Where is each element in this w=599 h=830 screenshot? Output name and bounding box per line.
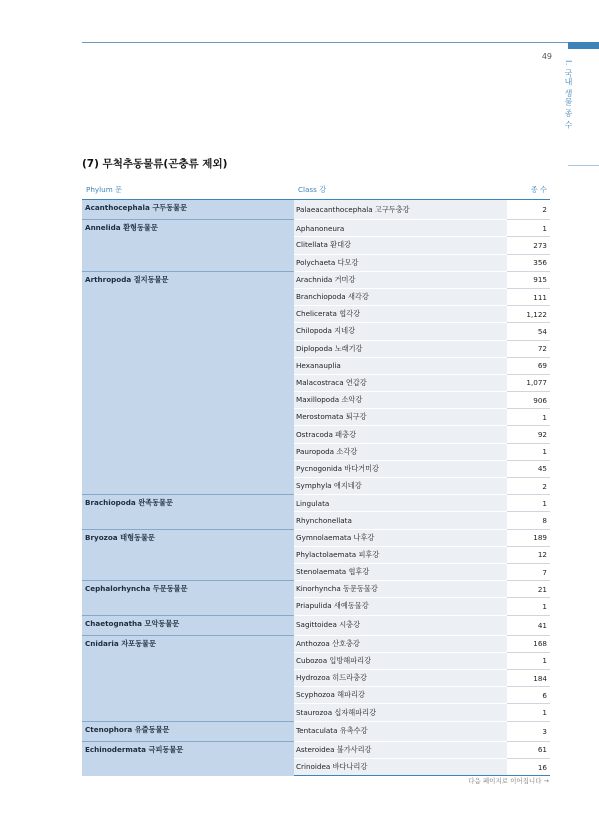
class-cell: Malacostraca 연갑강: [294, 374, 507, 391]
class-cell: Anthozoa 산호충강: [294, 635, 507, 652]
table-header-row: [82, 180, 550, 200]
species-count-cell: 21: [507, 581, 550, 598]
class-cell: Pycnogonida 바다거미강: [294, 460, 507, 477]
species-count-cell: 1: [507, 220, 550, 237]
class-column-header: Class 강: [294, 180, 507, 200]
class-cell: Chilopoda 지네강: [294, 323, 507, 340]
class-cell: Ostracoda 패충강: [294, 426, 507, 443]
species-count-table: [82, 180, 550, 776]
table-body: [82, 200, 550, 776]
species-count-cell: 45: [507, 460, 550, 477]
section-title: (7) 무척추동물류(곤충류 제외): [82, 158, 228, 170]
species-count-cell: 915: [507, 271, 550, 288]
species-count-cell: 184: [507, 670, 550, 687]
class-cell: Tentaculata 유촉수강: [294, 721, 507, 741]
class-cell: Aphanoneura: [294, 220, 507, 237]
class-cell: Diplopoda 노래기강: [294, 340, 507, 357]
phylum-cell: Acanthocephala 구두동물문: [82, 200, 294, 220]
species-count-cell: 111: [507, 288, 550, 305]
species-count-cell: 61: [507, 741, 550, 758]
species-count-cell: 1: [507, 704, 550, 721]
class-cell: Stenolaemata 협후강: [294, 563, 507, 580]
chapter-tab-marker: [568, 42, 599, 49]
species-count-cell: 72: [507, 340, 550, 357]
species-count-cell: 69: [507, 357, 550, 374]
class-cell: Merostomata 퇴구강: [294, 409, 507, 426]
table-row: [82, 581, 550, 598]
class-cell: Maxillopoda 소악강: [294, 392, 507, 409]
count-column-header: 종 수: [507, 180, 550, 200]
phylum-cell: Chaetognatha 모악동물문: [82, 615, 294, 635]
species-count-cell: 906: [507, 392, 550, 409]
table-row: [82, 529, 550, 546]
species-count-cell: 1: [507, 495, 550, 512]
class-cell: Scyphozoa 해파리강: [294, 687, 507, 704]
phylum-cell: Ctenophora 유즐동물문: [82, 721, 294, 741]
species-count-cell: 1: [507, 652, 550, 669]
species-count-cell: 189: [507, 529, 550, 546]
class-cell: Sagittoidea 시충강: [294, 615, 507, 635]
continue-note: 다음 페이지로 이어집니다 →: [468, 777, 549, 785]
class-cell: Cubozoa 입방해파리강: [294, 652, 507, 669]
phylum-cell: Echinodermata 극피동물문: [82, 741, 294, 775]
top-rule: [82, 42, 568, 43]
species-count-cell: 8: [507, 512, 550, 529]
class-cell: Symphyla 애지네강: [294, 478, 507, 495]
class-cell: Clitellata 환대강: [294, 237, 507, 254]
phylum-cell: Bryozoa 태형동물문: [82, 529, 294, 581]
table-row: [82, 495, 550, 512]
species-count-cell: 273: [507, 237, 550, 254]
species-count-cell: 6: [507, 687, 550, 704]
species-count-cell: 7: [507, 563, 550, 580]
table-row: [82, 721, 550, 741]
class-cell: Phylactolaemata 피후강: [294, 546, 507, 563]
side-rule: [568, 165, 599, 166]
class-cell: Polychaeta 다모강: [294, 254, 507, 271]
species-count-cell: 1,122: [507, 306, 550, 323]
phylum-cell: Cnidaria 자포동물문: [82, 635, 294, 721]
species-count-cell: 1,077: [507, 374, 550, 391]
class-cell: Staurozoa 십자해파리강: [294, 704, 507, 721]
phylum-cell: Arthropoda 절지동물문: [82, 271, 294, 494]
class-cell: Crinoidea 바다나리강: [294, 759, 507, 776]
class-cell: Chelicerata 협각강: [294, 306, 507, 323]
class-cell: Gymnolaemata 나후강: [294, 529, 507, 546]
class-cell: Hydrozoa 히드라충강: [294, 670, 507, 687]
class-cell: Branchiopoda 새각강: [294, 288, 507, 305]
species-count-cell: 356: [507, 254, 550, 271]
species-count-cell: 3: [507, 721, 550, 741]
table-row: [82, 271, 550, 288]
species-count-cell: 2: [507, 478, 550, 495]
class-cell: Palaeacanthocephala 고구두충강: [294, 200, 507, 220]
class-cell: Lingulata: [294, 495, 507, 512]
class-cell: Pauropoda 소각강: [294, 443, 507, 460]
phylum-column-header: Phylum 문: [82, 180, 294, 200]
class-cell: Asteroidea 불가사리강: [294, 741, 507, 758]
species-count-cell: 1: [507, 443, 550, 460]
species-count-cell: 1: [507, 598, 550, 615]
species-count-cell: 16: [507, 759, 550, 776]
phylum-cell: Cephalorhyncha 두문동물문: [82, 581, 294, 615]
species-count-cell: 54: [507, 323, 550, 340]
table-row: [82, 741, 550, 758]
chapter-label: I. 국내 생물 종 수: [564, 60, 573, 130]
species-count-cell: 92: [507, 426, 550, 443]
page-number: 49: [541, 52, 552, 61]
species-count-cell: 168: [507, 635, 550, 652]
table-row: [82, 200, 550, 220]
class-cell: Hexanauplia: [294, 357, 507, 374]
species-count-cell: 41: [507, 615, 550, 635]
class-cell: Kinorhyncha 동문동물강: [294, 581, 507, 598]
table-row: [82, 220, 550, 237]
table-row: [82, 615, 550, 635]
class-cell: Priapulida 새예동물강: [294, 598, 507, 615]
table-row: [82, 635, 550, 652]
phylum-cell: Annelida 환형동물문: [82, 220, 294, 272]
class-cell: Rhynchonellata: [294, 512, 507, 529]
species-count-cell: 1: [507, 409, 550, 426]
species-count-cell: 12: [507, 546, 550, 563]
class-cell: Arachnida 거미강: [294, 271, 507, 288]
species-count-cell: 2: [507, 200, 550, 220]
phylum-cell: Brachiopoda 완족동물문: [82, 495, 294, 529]
